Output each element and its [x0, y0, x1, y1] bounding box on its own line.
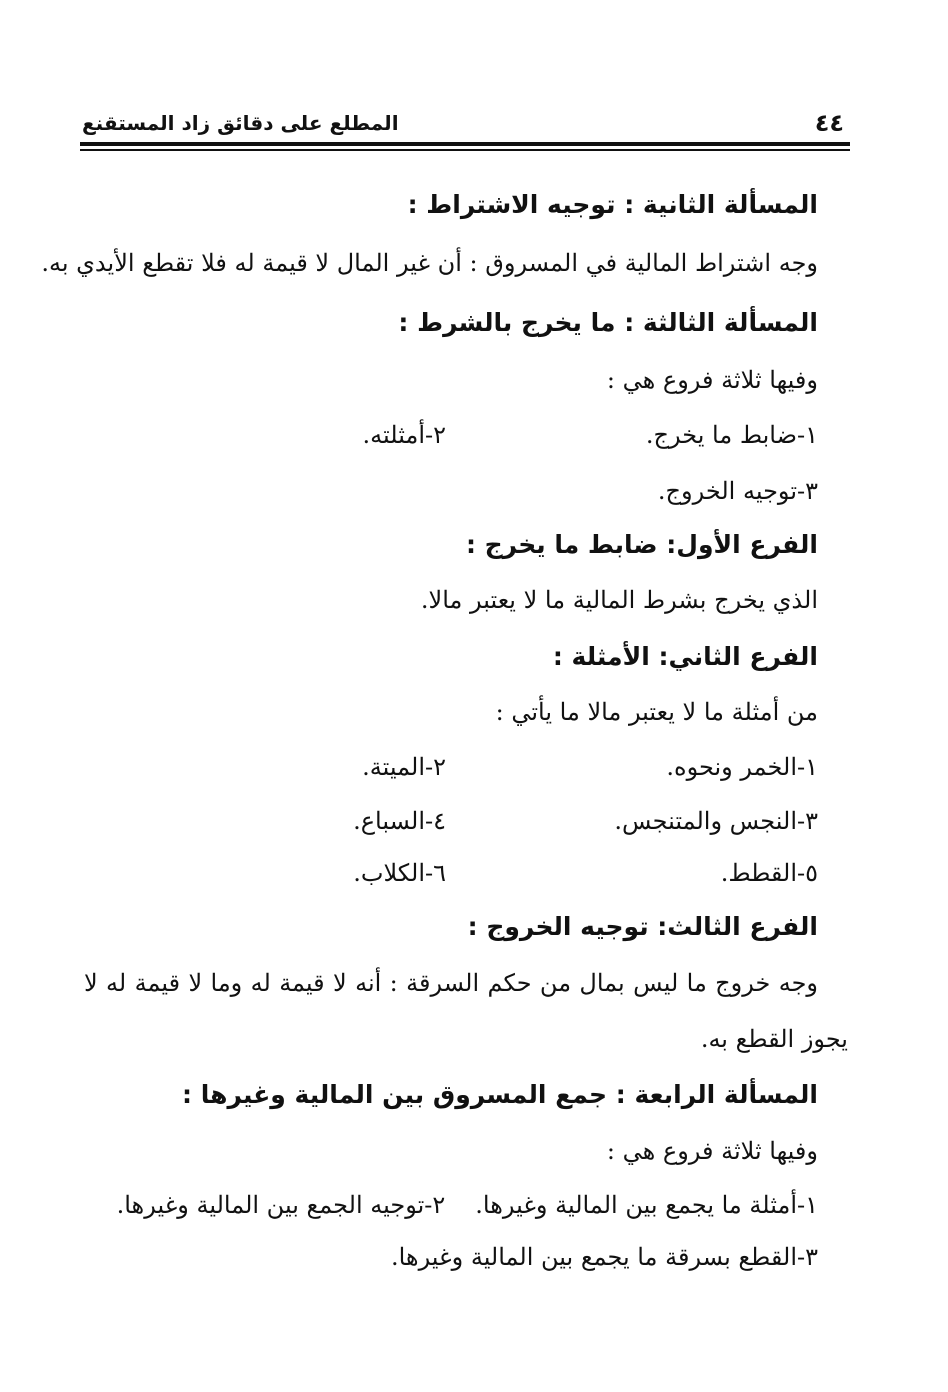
- section2-text: وجه اشتراط المالية في المسروق : أن غير المال لا قيمة له فلا تقطع الأيدي به.: [41, 249, 818, 277]
- section3-intro: وفيها ثلاثة فروع هي :: [606, 366, 818, 394]
- example-2: ٢-الميتة.: [362, 753, 446, 781]
- header-rule-thin: [80, 149, 850, 151]
- branch3-text-line2: يجوز القطع به.: [700, 1025, 848, 1053]
- branch2-intro: من أمثلة ما لا يعتبر مالا ما يأتي :: [495, 698, 818, 726]
- section2-heading: المسألة الثانية : توجيه الاشتراط :: [407, 190, 818, 219]
- example-5: ٥-القطط.: [720, 859, 818, 887]
- section4-heading: المسألة الرابعة : جمع المسروق بين المالية وغيرها :: [182, 1080, 818, 1109]
- page-header: [82, 108, 848, 138]
- branch3-text-line1: وجه خروج ما ليس بمال من حكم السرقة : أنه لا قيمة له وما لا قيمة له لا: [84, 969, 818, 997]
- section4-item-3: ٣-القطع بسرقة ما يجمع بين المالية وغيرها.: [390, 1243, 818, 1271]
- section3-item-3: ٣-توجيه الخروج.: [657, 477, 818, 505]
- section3-item-2: ٢-أمثلته.: [362, 421, 446, 449]
- branch2-heading: الفرع الثاني: الأمثلة :: [552, 642, 818, 671]
- header-rule-thick: [80, 142, 850, 146]
- example-4: ٤-السباع.: [353, 807, 446, 835]
- branch1-heading: الفرع الأول: ضابط ما يخرج :: [465, 530, 818, 559]
- section3-heading: المسألة الثالثة : ما يخرج بالشرط :: [398, 308, 818, 337]
- branch3-heading: الفرع الثالث: توجيه الخروج :: [467, 912, 818, 941]
- book-title: المطلع على دقائق زاد المستقنع: [82, 111, 399, 135]
- example-3: ٣-النجس والمتنجس.: [614, 807, 818, 835]
- section4-item-1: ١-أمثلة ما يجمع بين المالية وغيرها.: [475, 1191, 818, 1219]
- example-1: ١-الخمر ونحوه.: [666, 753, 818, 781]
- section4-intro: وفيها ثلاثة فروع هي :: [606, 1137, 818, 1165]
- page-number: ٤٤: [814, 109, 844, 137]
- branch1-text: الذي يخرج بشرط المالية ما لا يعتبر مالا.: [420, 586, 818, 614]
- section4-item-2: ٢-توجيه الجمع بين المالية وغيرها.: [116, 1191, 446, 1219]
- example-6: ٦-الكلاب.: [353, 859, 446, 887]
- section4-items-row1: [84, 1188, 818, 1222]
- section3-item-1: ١-ضابط ما يخرج.: [645, 421, 818, 449]
